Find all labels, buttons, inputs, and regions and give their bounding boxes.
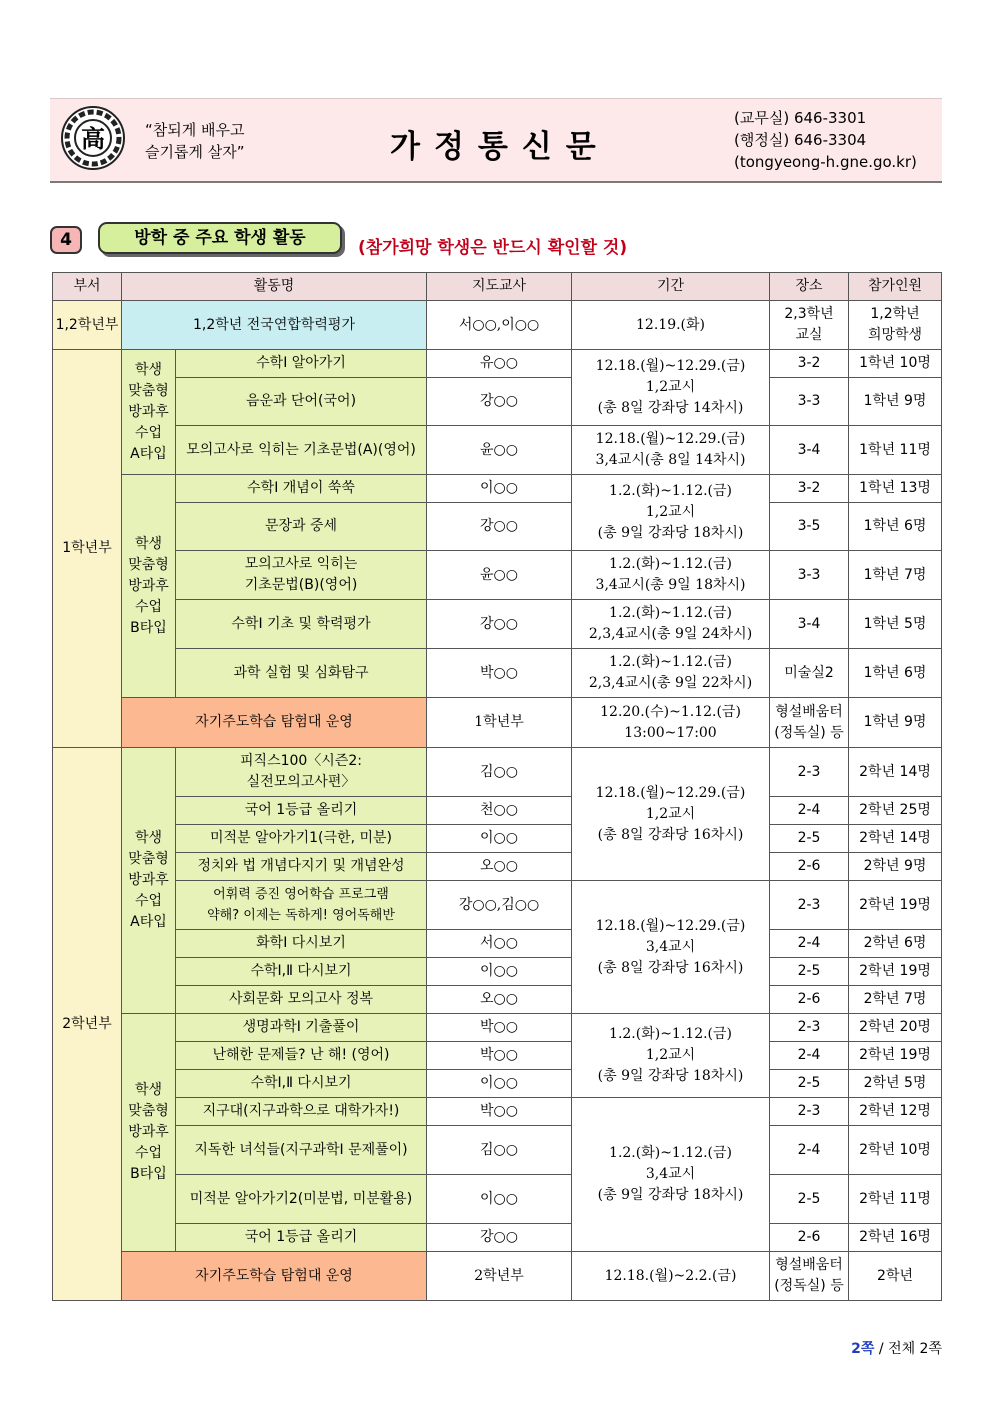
place-cell: 2-3	[770, 881, 849, 930]
page-title: 가정통신문	[390, 129, 610, 165]
table-row	[53, 649, 942, 698]
people-cell: 2학년 9명	[849, 853, 942, 881]
table-row	[53, 1252, 942, 1301]
people-cell: 2학년	[849, 1252, 942, 1301]
place-cell: 3-2	[770, 475, 849, 503]
activity-cell: 수학Ⅰ,Ⅱ 다시보기	[176, 958, 427, 986]
activity-cell: 지구대(지구과학으로 대학가자!)	[176, 1098, 427, 1126]
col-header: 활동명	[122, 273, 427, 301]
type-cell: 학생 맞춤형 방과후 수업 A타입	[122, 350, 176, 475]
activity-table	[52, 272, 942, 1301]
newsletter-header	[50, 98, 942, 183]
table-row	[53, 301, 942, 350]
people-cell: 2학년 19명	[849, 958, 942, 986]
table-row	[53, 748, 942, 797]
activity-cell: 수학Ⅰ 알아가기	[176, 350, 427, 378]
activity-cell: 사회문화 모의고사 정복	[176, 986, 427, 1014]
people-cell: 2학년 20명	[849, 1014, 942, 1042]
period-cell: 1.2.(화)~1.12.(금) 3,4교시(총 9일 18차시)	[572, 551, 770, 600]
place-cell: 2-4	[770, 797, 849, 825]
teacher-cell: 서○○	[427, 930, 572, 958]
office-phone: (교무실) 646-3301	[734, 109, 867, 127]
period-cell: 1.2.(화)~1.12.(금) 2,3,4교시(총 9일 24차시)	[572, 600, 770, 649]
teacher-cell: 강○○	[427, 600, 572, 649]
people-cell: 2학년 11명	[849, 1175, 942, 1224]
table-row	[53, 503, 942, 551]
teacher-cell: 이○○	[427, 958, 572, 986]
teacher-cell: 박○○	[427, 1098, 572, 1126]
period-cell: 12.19.(화)	[572, 301, 770, 350]
teacher-cell: 2학년부	[427, 1252, 572, 1301]
place-cell: 2-6	[770, 986, 849, 1014]
admin-phone: (행정실) 646-3304	[734, 131, 867, 149]
people-cell: 1학년 9명	[849, 378, 942, 426]
teacher-cell: 오○○	[427, 986, 572, 1014]
teacher-cell: 유○○	[427, 350, 572, 378]
total-pages: 전체 2쪽	[888, 1341, 942, 1357]
activity-cell: 난해한 문제들? 난 해! (영어)	[176, 1042, 427, 1070]
type-cell: 학생 맞춤형 방과후 수업 B타입	[122, 1014, 176, 1252]
period-cell: 12.18.(월)~2.2.(금)	[572, 1252, 770, 1301]
activity-cell: 수학Ⅰ 기초 및 학력평가	[176, 600, 427, 649]
period-cell: 1.2.(화)~1.12.(금) 1,2교시 (총 9일 강좌당 18차시)	[572, 1014, 770, 1098]
place-cell: 3-4	[770, 600, 849, 649]
teacher-cell: 이○○	[427, 1175, 572, 1224]
place-cell: 3-4	[770, 426, 849, 475]
table-row	[53, 1224, 942, 1252]
activity-cell: 1,2학년 전국연합학력평가	[122, 301, 427, 350]
place-cell: 2-5	[770, 1070, 849, 1098]
period-cell: 12.18.(월)~12.29.(금) 1,2교시 (총 8일 강좌당 14차시)	[572, 350, 770, 426]
dept-cell: 1학년부	[53, 350, 122, 748]
period-cell: 12.18.(월)~12.29.(금) 3,4교시 (총 8일 강좌당 16차시)	[572, 881, 770, 1014]
teacher-cell: 강○○	[427, 378, 572, 426]
place-cell: 3-5	[770, 503, 849, 551]
teacher-cell: 오○○	[427, 853, 572, 881]
activity-cell: 피직스100〈시즌2: 실전모의고사편〉	[176, 748, 427, 797]
activity-cell: 자기주도학습 탐험대 운영	[122, 1252, 427, 1301]
activity-cell: 정치와 법 개념다지기 및 개념완성	[176, 853, 427, 881]
page-footer: 2쪽 / 전체 2쪽	[851, 1341, 942, 1357]
table-row	[53, 1175, 942, 1224]
people-cell: 2학년 25명	[849, 797, 942, 825]
place-cell: 2-4	[770, 1126, 849, 1175]
table-row	[53, 1014, 942, 1042]
table-row	[53, 1098, 942, 1126]
table-row	[53, 881, 942, 930]
people-cell: 1학년 9명	[849, 698, 942, 748]
people-cell: 1학년 7명	[849, 551, 942, 600]
teacher-cell: 윤○○	[427, 426, 572, 475]
table-row	[53, 1042, 942, 1070]
teacher-cell: 이○○	[427, 825, 572, 853]
activity-cell: 음운과 단어(국어)	[176, 378, 427, 426]
place-cell: 3-3	[770, 378, 849, 426]
place-cell: 2-5	[770, 825, 849, 853]
place-cell: 2-3	[770, 748, 849, 797]
activity-cell: 수학Ⅰ 개념이 쑥쑥	[176, 475, 427, 503]
activity-cell: 수학Ⅰ,Ⅱ 다시보기	[176, 1070, 427, 1098]
teacher-cell: 강○○,김○○	[427, 881, 572, 930]
table-row	[53, 1126, 942, 1175]
activity-cell: 모의고사로 익히는 기초문법(A)(영어)	[176, 426, 427, 475]
period-cell: 12.18.(월)~12.29.(금) 1,2교시 (총 8일 강좌당 16차시)	[572, 748, 770, 881]
table-row	[53, 930, 942, 958]
period-cell: 1.2.(화)~1.12.(금) 2,3,4교시(총 9일 22차시)	[572, 649, 770, 698]
type-cell: 학생 맞춤형 방과후 수업 B타입	[122, 475, 176, 698]
teacher-cell: 김○○	[427, 748, 572, 797]
dept-cell: 2학년부	[53, 748, 122, 1301]
col-header: 부서	[53, 273, 122, 301]
table-row	[53, 350, 942, 378]
people-cell: 1학년 6명	[849, 649, 942, 698]
people-cell: 1학년 13명	[849, 475, 942, 503]
teacher-cell: 이○○	[427, 1070, 572, 1098]
place-cell: 3-3	[770, 551, 849, 600]
table-row	[53, 1070, 942, 1098]
place-cell: 2-4	[770, 930, 849, 958]
svg-text:高: 高	[81, 125, 105, 153]
teacher-cell: 박○○	[427, 1014, 572, 1042]
activity-cell: 문장과 중세	[176, 503, 427, 551]
people-cell: 2학년 19명	[849, 881, 942, 930]
table-header-row	[53, 273, 942, 301]
school-motto: “참되게 배우고 슬기롭게 살자”	[145, 121, 245, 161]
people-cell: 2학년 16명	[849, 1224, 942, 1252]
contact-info	[734, 107, 917, 173]
people-cell: 2학년 12명	[849, 1098, 942, 1126]
col-header: 지도교사	[427, 273, 572, 301]
table-row	[53, 825, 942, 853]
table-row	[53, 698, 942, 748]
place-cell: 3-2	[770, 350, 849, 378]
col-header: 참가인원	[849, 273, 942, 301]
table-row	[53, 797, 942, 825]
people-cell: 1학년 11명	[849, 426, 942, 475]
teacher-cell: 윤○○	[427, 551, 572, 600]
teacher-cell: 천○○	[427, 797, 572, 825]
activity-cell: 어휘력 증진 영어학습 프로그램 약해? 이제는 독하게! 영어독해반	[176, 881, 427, 930]
dept-cell: 1,2학년부	[53, 301, 122, 350]
teacher-cell: 서○○,이○○	[427, 301, 572, 350]
table-row	[53, 426, 942, 475]
activity-cell: 지독한 녀석들(지구과학Ⅰ 문제풀이)	[176, 1126, 427, 1175]
people-cell: 2학년 10명	[849, 1126, 942, 1175]
activity-cell: 미적분 알아가기2(미분법, 미분활용)	[176, 1175, 427, 1224]
people-cell: 1학년 5명	[849, 600, 942, 649]
place-cell: 미술실2	[770, 649, 849, 698]
people-cell: 2학년 5명	[849, 1070, 942, 1098]
teacher-cell: 강○○	[427, 1224, 572, 1252]
activity-cell: 자기주도학습 탐험대 운영	[122, 698, 427, 748]
people-cell: 2학년 19명	[849, 1042, 942, 1070]
people-cell: 1학년 6명	[849, 503, 942, 551]
col-header: 기간	[572, 273, 770, 301]
place-cell: 2-5	[770, 958, 849, 986]
people-cell: 1학년 10명	[849, 350, 942, 378]
section-title: 방학 중 주요 학생 활동	[98, 222, 342, 254]
place-cell: 2-3	[770, 1014, 849, 1042]
teacher-cell: 1학년부	[427, 698, 572, 748]
place-cell: 2,3학년 교실	[770, 301, 849, 350]
section-note: (참가희망 학생은 반드시 확인할 것)	[358, 238, 628, 258]
period-cell: 1.2.(화)~1.12.(금) 1,2교시 (총 9일 강좌당 18차시)	[572, 475, 770, 551]
teacher-cell: 강○○	[427, 503, 572, 551]
activity-cell: 국어 1등급 올리기	[176, 797, 427, 825]
place-cell: 2-5	[770, 1175, 849, 1224]
table-row	[53, 958, 942, 986]
website-link[interactable]: (tongyeong-h.gne.go.kr)	[734, 153, 917, 171]
teacher-cell: 박○○	[427, 649, 572, 698]
table-row	[53, 551, 942, 600]
people-cell: 2학년 14명	[849, 748, 942, 797]
people-cell: 2학년 6명	[849, 930, 942, 958]
activity-cell: 과학 실험 및 심화탐구	[176, 649, 427, 698]
period-cell: 1.2.(화)~1.12.(금) 3,4교시 (총 9일 강좌당 18차시)	[572, 1098, 770, 1252]
page-number: 2쪽	[851, 1341, 875, 1357]
place-cell: 2-6	[770, 1224, 849, 1252]
activity-cell: 모의고사로 익히는 기초문법(B)(영어)	[176, 551, 427, 600]
table-row	[53, 475, 942, 503]
place-cell: 형설배움터 (정독실) 등	[770, 698, 849, 748]
teacher-cell: 김○○	[427, 1126, 572, 1175]
place-cell: 2-6	[770, 853, 849, 881]
place-cell: 2-4	[770, 1042, 849, 1070]
table-row	[53, 853, 942, 881]
section-number: 4	[50, 226, 82, 254]
activity-cell: 미적분 알아가기1(극한, 미분)	[176, 825, 427, 853]
activity-cell: 화학Ⅰ 다시보기	[176, 930, 427, 958]
activity-cell: 국어 1등급 올리기	[176, 1224, 427, 1252]
period-cell: 12.18.(월)~12.29.(금) 3,4교시(총 8일 14차시)	[572, 426, 770, 475]
col-header: 장소	[770, 273, 849, 301]
teacher-cell: 이○○	[427, 475, 572, 503]
table-row	[53, 986, 942, 1014]
school-logo	[60, 105, 126, 171]
people-cell: 1,2학년 희망학생	[849, 301, 942, 350]
people-cell: 2학년 14명	[849, 825, 942, 853]
people-cell: 2학년 7명	[849, 986, 942, 1014]
teacher-cell: 박○○	[427, 1042, 572, 1070]
period-cell: 12.20.(수)~1.12.(금) 13:00~17:00	[572, 698, 770, 748]
table-row	[53, 600, 942, 649]
place-cell: 형설배움터 (정독실) 등	[770, 1252, 849, 1301]
type-cell: 학생 맞춤형 방과후 수업 A타입	[122, 748, 176, 1014]
place-cell: 2-3	[770, 1098, 849, 1126]
activity-cell: 생명과학Ⅰ 기출풀이	[176, 1014, 427, 1042]
table-row	[53, 378, 942, 426]
